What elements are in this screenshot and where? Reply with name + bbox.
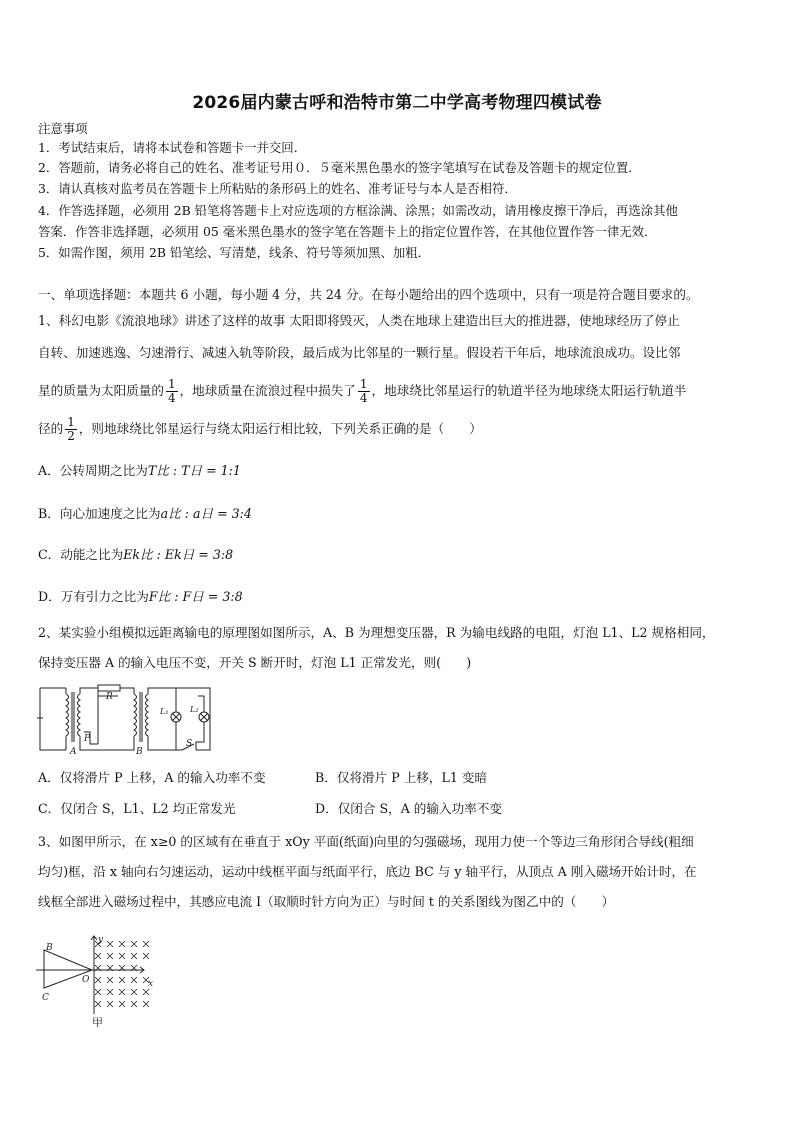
label-a: A: [70, 747, 77, 756]
label-l1: L₁: [160, 707, 169, 716]
q1-option-b: [38, 506, 760, 522]
label-vertex-c: C: [42, 993, 49, 1003]
q1-option-a: [38, 463, 760, 479]
q1-line-4a: 径的: [38, 421, 64, 436]
label-p: P: [84, 734, 91, 744]
q1-line-3b: ，地球质量在流浪过程中损失了: [179, 383, 356, 398]
q1-line-3: [38, 372, 760, 410]
option-a-math: T比 : T日 = 1:1: [147, 463, 241, 478]
notice-heading: 注意事项: [38, 121, 88, 136]
q1-line-4b: ，则地球绕比邻星运行与绕太阳运行相比较，下列关系正确的是（ ）: [78, 421, 482, 436]
fraction-one-half: [65, 416, 77, 443]
option-d-math: F比 : F日 = 3:8: [148, 589, 243, 604]
label-x-axis: x: [148, 979, 154, 989]
q1-line-3a: 星的质量为太阳质量的: [38, 383, 164, 398]
notice-item-3: 3．请认真核对监考员在答题卡上所粘贴的条形码上的姓名、准考证号与本人是否相符．: [38, 181, 517, 196]
q2-option-d: D．仅闭合 S，A 的输入功率不变: [315, 801, 502, 816]
option-c-label: C．动能之比为: [38, 547, 124, 562]
transformer-circuit-diagram: [34, 684, 224, 756]
q1-line-2: 自转、加速逃逸、匀速滑行、减速入轨等阶段，最后成为比邻星的一颗行星。假设若干年后，地球流浪成功。设比邻: [38, 345, 681, 360]
frac-den: 4: [167, 391, 176, 405]
frac-num: 1: [167, 377, 176, 391]
frac-num: 1: [359, 377, 368, 391]
notice-item-4: 4．作答选择题，必须用 2B 铅笔将答题卡上对应选项的方框涂满、涂黑；如需改动，请用橡皮擦干净后，再选涂其他: [38, 203, 678, 218]
q2-option-a: A．仅将滑片 P 上移，A 的输入功率不变: [38, 770, 266, 785]
figure-caption: 甲: [92, 1016, 103, 1029]
frac-den: 4: [359, 391, 368, 405]
q2-line-2: 保持变压器 A 的输入电压不变，开关 S 断开时，灯泡 L1 正常发光，则( ): [38, 655, 472, 670]
option-d-label: D．万有引力之比为: [38, 589, 149, 604]
option-b-label: B．向心加速度之比为: [38, 506, 161, 521]
q1-option-c: [38, 547, 760, 563]
magnetic-field-crosses: [95, 941, 149, 1007]
q1-option-d: [38, 589, 760, 605]
label-b: B: [136, 747, 143, 756]
notice-item-1: 1．考试结束后，请将本试卷和答题卡一并交回．: [38, 140, 307, 155]
frac-num: 1: [67, 415, 75, 429]
q1-line-3c: ，地球绕比邻星运行的轨道半径为地球绕太阳运行轨道半: [371, 383, 687, 398]
notice-item-2: 2．答题前，请务必将自己的姓名、准考证号用０．５毫米黑色墨水的签字笔填写在试卷及答题卡的规定位置．: [38, 160, 641, 175]
page-title: 2026届内蒙古呼和浩特市第二中学高考物理四模试卷: [192, 93, 602, 113]
option-c-math: Ek比 : Ek日 = 3:8: [123, 547, 234, 562]
q1-line-1: 1、科幻电影《流浪地球》讲述了这样的故事 太阳即将毁灭，人类在地球上建造出巨大的推进器，使地球经历了停止: [38, 313, 680, 328]
label-l2: L₂: [190, 705, 199, 714]
notice-item-4-cont: 答案．作答非选择题，必须用 05 毫米黑色墨水的签字笔在答题卡上的指定位置作答，在其他位置作答一律无效．: [38, 224, 657, 239]
option-a-label: A．公转周期之比为: [38, 463, 148, 478]
frac-den: 2: [67, 429, 75, 443]
q1-line-4: [38, 410, 760, 448]
fraction-one-quarter: [166, 378, 178, 405]
q2-line-1: 2、某实验小组模拟远距离输电的原理图如图所示，A、B 为理想变压器，R 为输电线路的电阻，灯泡 L1、L2 规格相同，: [38, 625, 715, 640]
q2-option-c: C．仅闭合 S，L1、L2 均正常发光: [38, 801, 236, 816]
label-origin: O: [82, 975, 90, 985]
fraction-one-quarter-2: [358, 378, 370, 405]
option-b-math: a比 : a日 = 3:4: [160, 506, 252, 521]
label-s: S: [186, 739, 193, 749]
q3-line-3: 线框全部进入磁场过程中，其感应电流 I（取顺时针方向为正）与时间 t 的关系图线为图乙中的（ ）: [38, 894, 615, 909]
notice-item-5: 5．如需作图，须用 2B 铅笔绘、写清楚，线条、符号等须加黑、加粗．: [38, 245, 431, 260]
q3-line-1: 3、如图甲所示，在 x≥0 的区域有在垂直于 xOy 平面(纸面)向里的匀强磁场，现用力使一个等边三角形闭合导线(粗细: [38, 834, 694, 849]
section-heading: 一、单项选择题：本题共 6 小题，每小题 4 分，共 24 分。在每小题给出的四个选项中，只有一项是符合题目要求的。: [38, 287, 699, 302]
q2-option-b: B．仅将滑片 P 上移，L1 变暗: [315, 770, 488, 785]
q3-line-2: 均匀)框，沿 x 轴向右匀速运动，运动中线框平面与纸面平行，底边 BC 与 y 轴平行，从顶点 A 刚入磁场开始计时，在: [38, 864, 697, 879]
label-y-axis: y: [98, 935, 104, 945]
label-r: R: [106, 692, 113, 702]
label-vertex-b: B: [46, 943, 53, 953]
magnetic-field-triangle-diagram: [36, 930, 166, 1030]
